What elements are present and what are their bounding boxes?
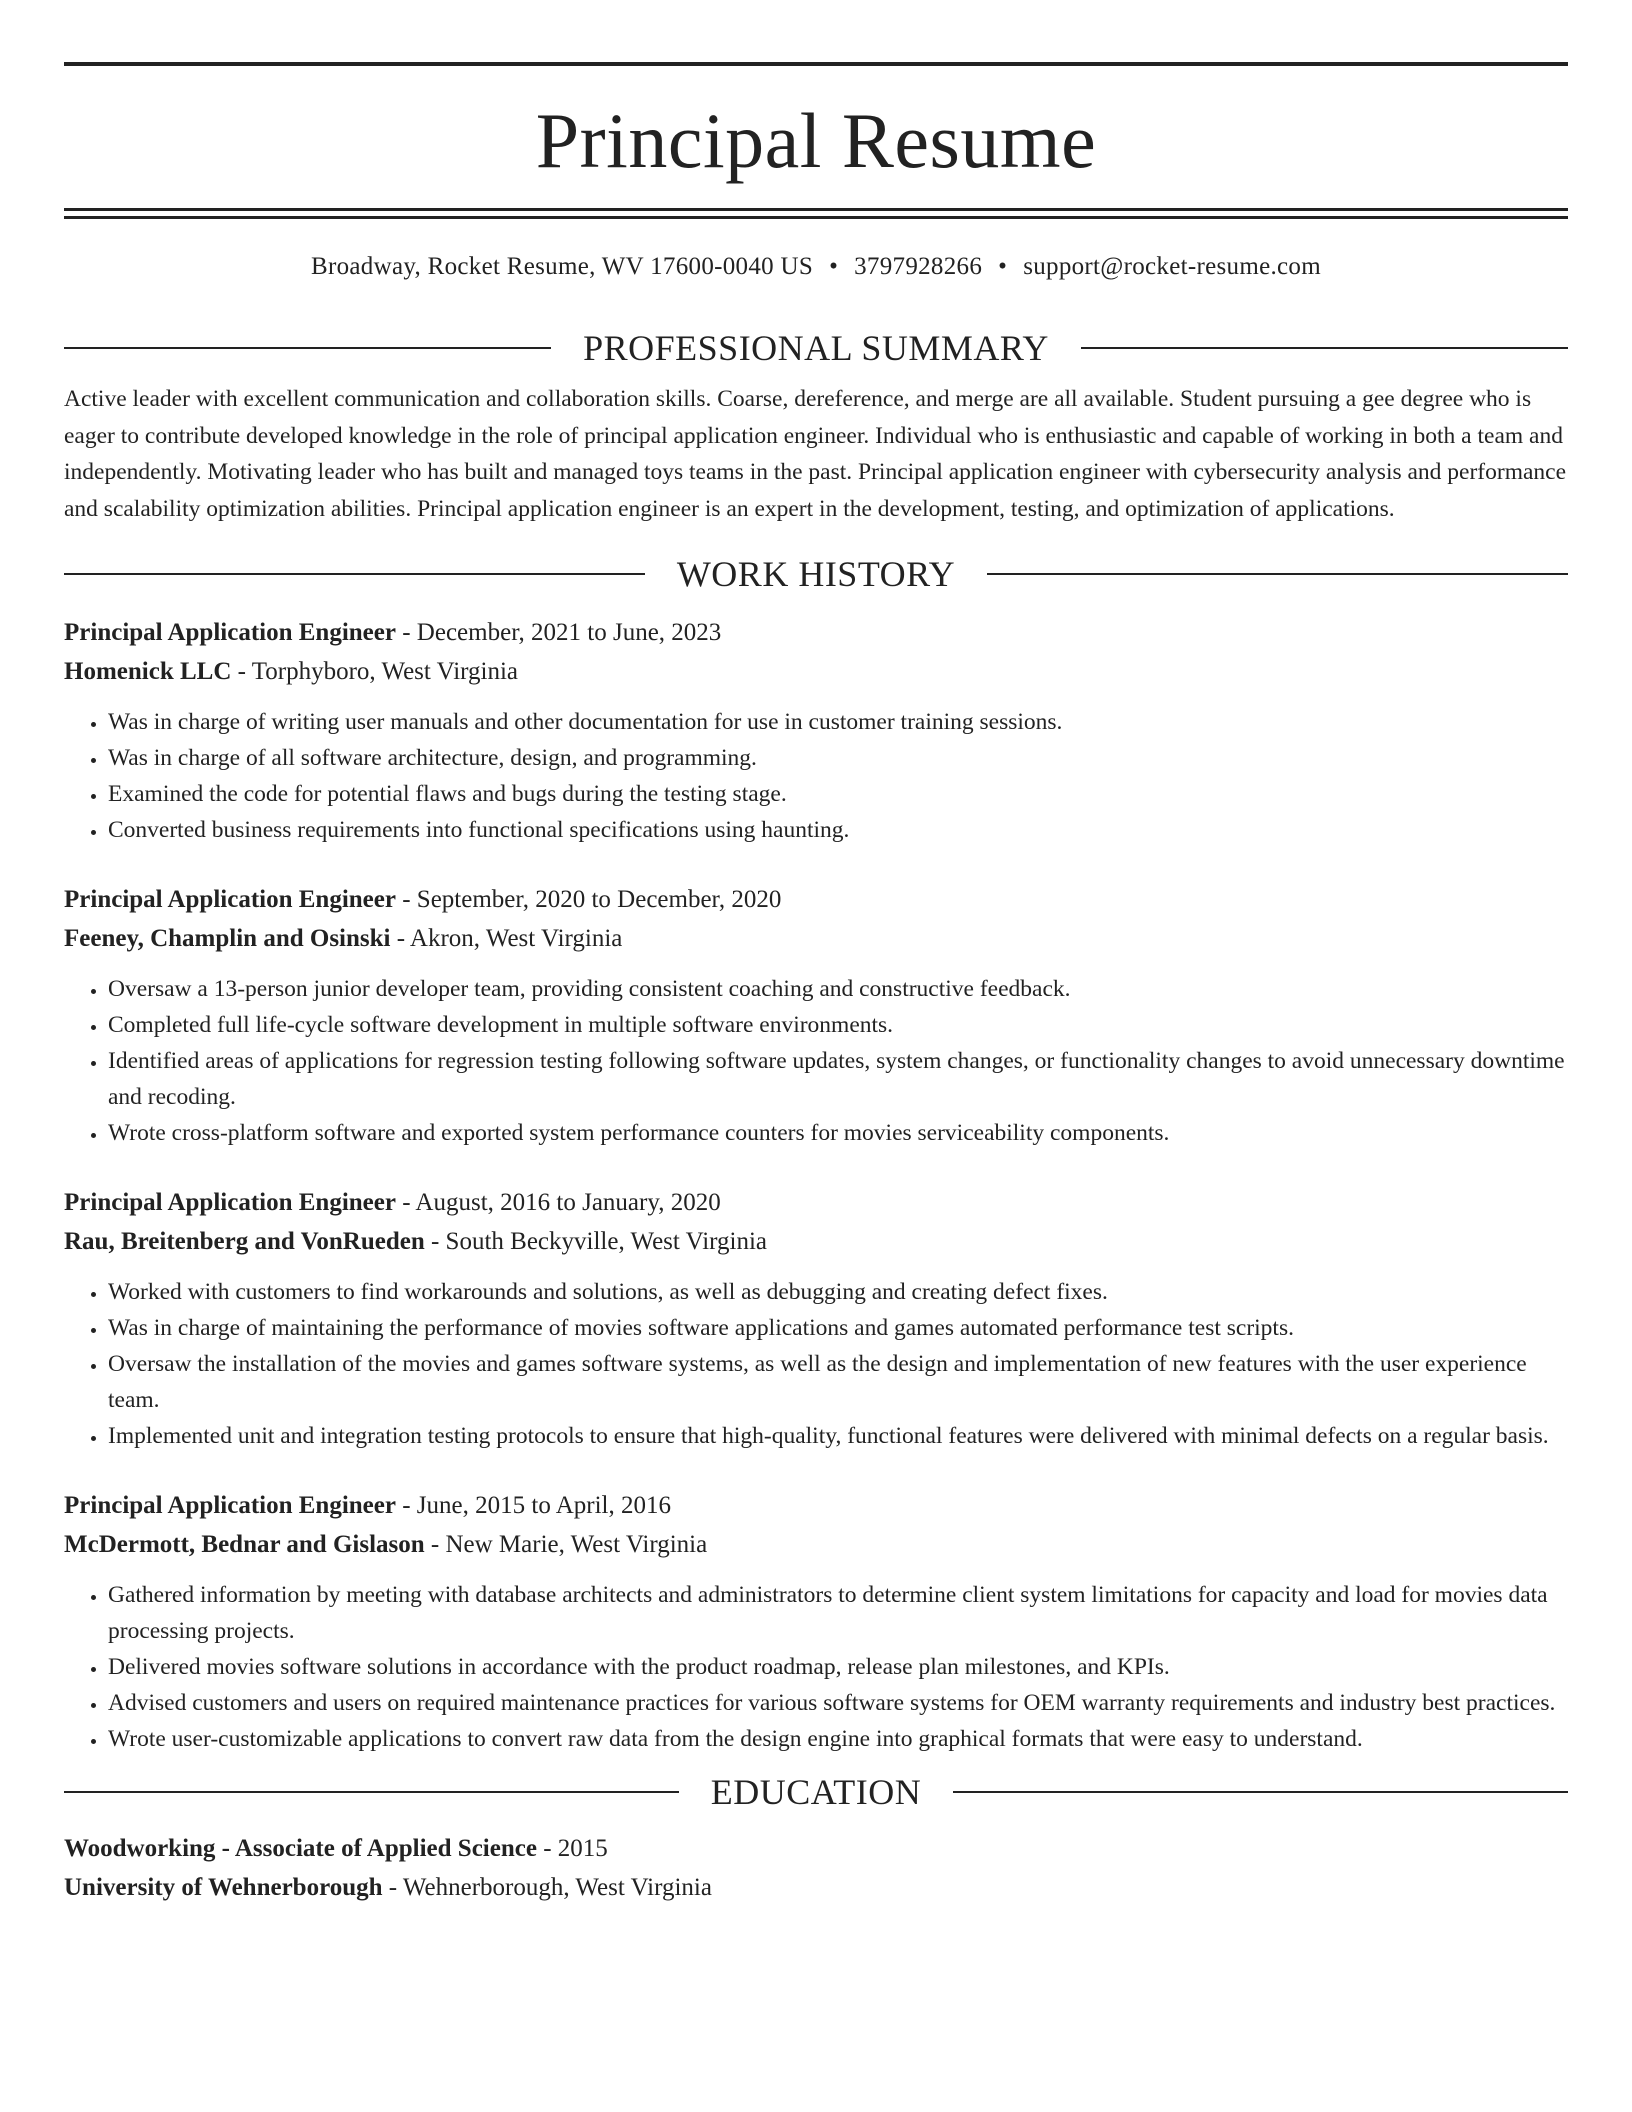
education-school-line [64,1868,1568,1907]
education-entry [64,1829,1568,1907]
job-entry [64,613,1568,848]
job-entry [64,1486,1568,1757]
heading-rule-right [953,1791,1568,1793]
job-bullet: • Was in charge of all software architecture, design, and programming. [108,740,1568,776]
job-title: Principal Application Engineer [64,1492,396,1519]
contact-phone: 3797928266 [854,253,983,280]
work-heading-label: WORK HISTORY [676,554,956,594]
job-bullet: • Was in charge of maintaining the performance of movies software applications and games automated performance test scripts. [108,1310,1568,1346]
job-bullet: • Was in charge of writing user manuals and other documentation for use in customer training sessions. [108,704,1568,740]
job-company-line [64,1525,1568,1564]
summary-text: Active leader with excellent communication and collaboration skills. Coarse, dereference, and merge are all available. Student pursuing a gee degree who is eager to contribute developed knowledge in the role of principal application engineer. Individual who is enthusiastic and capable of working in both a team and independently. Motivating leader who has built and managed toys teams in the past. Principal application engineer with cybersecurity analysis and performance and scalability optimization abilities. Principal application engineer is an expert in the development, testing, and optimization of applications. [64,386,1567,522]
job-bullet: • Oversaw a 13-person junior developer team, providing consistent coaching and constructive feedback. [108,971,1568,1007]
job-bullets [64,704,1568,848]
job-dates: - June, 2015 to April, 2016 [395,1492,671,1519]
contact-separator: • [998,253,1008,280]
job-bullet: • Advised customers and users on required maintenance practices for various software systems for OEM warranty requirements and industry best practices. [108,1685,1568,1721]
job-dates: - August, 2016 to January, 2020 [395,1189,721,1216]
resume-page [64,62,1568,1907]
job-location: - New Marie, West Virginia [424,1531,708,1558]
job-bullet: • Converted business requirements into functional specifications using haunting. [108,812,1568,848]
job-bullet: • Identified areas of applications for regression testing following software updates, system changes, or functionality changes to avoid unnecessary downtime and recoding. [108,1043,1568,1115]
contact-line [64,253,1568,293]
summary-heading-label: PROFESSIONAL SUMMARY [583,328,1049,368]
job-company: McDermott, Bednar and Gislason [64,1531,425,1558]
resume-title: Principal Resume [535,97,1097,184]
job-company: Homenick LLC [64,658,232,685]
heading-rule-right [1081,347,1568,349]
job-title: Principal Application Engineer [64,886,396,913]
heading-rule-left [64,347,551,349]
contact-separator: • [829,253,839,280]
job-bullet: • Wrote cross-platform software and exported system performance counters for movies serviceability components. [108,1115,1568,1151]
job-title-line [64,880,1568,919]
job-company: Rau, Breitenberg and VonRueden [64,1228,425,1255]
job-entry [64,1183,1568,1454]
heading-rule-left [64,1791,679,1793]
job-bullet: • Wrote user-customizable applications to convert raw data from the design engine into graphical formats that were easy to understand. [108,1721,1568,1757]
job-dates: - December, 2021 to June, 2023 [395,619,722,646]
job-title-line [64,613,1568,652]
heading-rule-right [987,573,1568,575]
job-company-line [64,919,1568,958]
job-company-line [64,652,1568,691]
education-year: - 2015 [536,1835,608,1862]
job-bullets [64,1274,1568,1454]
contact-address: Broadway, Rocket Resume, WV 17600-0040 US [311,253,814,280]
education-section-heading [64,1771,1568,1813]
job-dates: - September, 2020 to December, 2020 [395,886,782,913]
summary-section-heading [64,327,1568,369]
job-title: Principal Application Engineer [64,1189,396,1216]
title-double-rule [64,208,1568,219]
job-title-line [64,1183,1568,1222]
job-bullets [64,971,1568,1151]
job-bullet: • Delivered movies software solutions in accordance with the product roadmap, release plan milestones, and KPIs. [108,1649,1568,1685]
heading-rule-left [64,573,645,575]
education-degree-line [64,1829,1568,1868]
job-bullet: • Gathered information by meeting with database architects and administrators to determine client system limitations for capacity and load for movies data processing projects. [108,1577,1568,1649]
job-company: Feeney, Champlin and Osinski [64,925,391,952]
work-history-list [64,613,1568,1757]
job-location: - Torphyboro, West Virginia [231,658,518,685]
job-bullet: • Completed full life-cycle software development in multiple software environments. [108,1007,1568,1043]
job-entry [64,880,1568,1151]
job-company-line [64,1222,1568,1261]
job-location: - Akron, West Virginia [390,925,623,952]
job-bullet: • Oversaw the installation of the movies and games software systems, as well as the design and implementation of new features with the user experience team. [108,1346,1568,1418]
job-title-line [64,1486,1568,1525]
job-bullet: • Implemented unit and integration testing protocols to ensure that high-quality, functional features were delivered with minimal defects on a regular basis. [108,1418,1568,1454]
job-title: Principal Application Engineer [64,619,396,646]
job-bullet: • Worked with customers to find workarounds and solutions, as well as debugging and creating defect fixes. [108,1274,1568,1310]
education-degree: Woodworking - Associate of Applied Science [64,1835,537,1862]
top-rule [64,62,1568,66]
work-section-heading [64,553,1568,595]
job-bullets [64,1577,1568,1757]
contact-email: support@rocket-resume.com [1023,253,1321,280]
job-bullet: • Examined the code for potential flaws and bugs during the testing stage. [108,776,1568,812]
education-heading-label: EDUCATION [710,1772,922,1812]
education-school: University of Wehnerborough [64,1874,383,1901]
job-location: - South Beckyville, West Virginia [424,1228,768,1255]
education-location: - Wehnerborough, West Virginia [382,1874,712,1901]
